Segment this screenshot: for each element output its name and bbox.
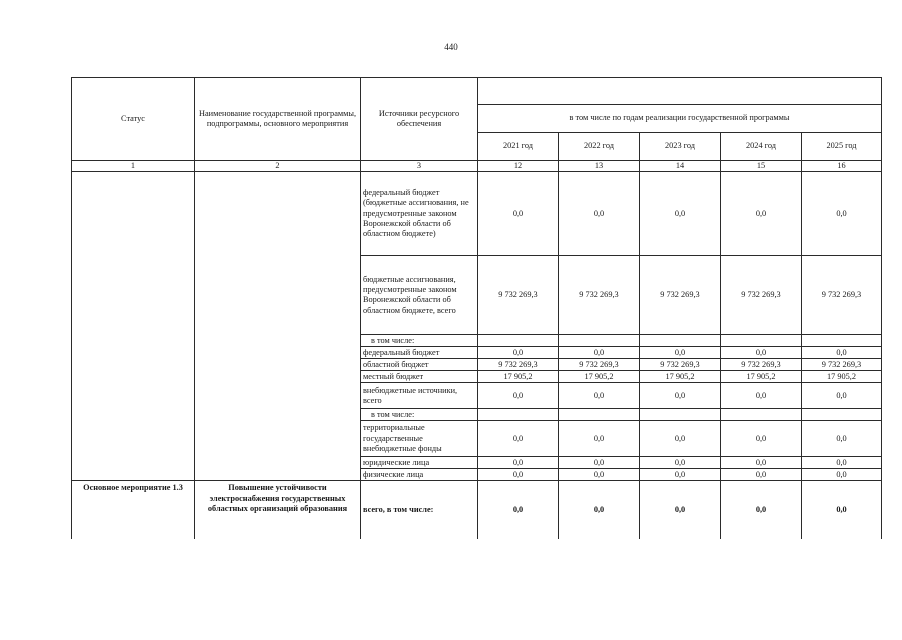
- value-cell: 17 905,2: [559, 371, 640, 383]
- value-cell: 9 732 269,3: [559, 359, 640, 371]
- value-cell: 9 732 269,3: [559, 256, 640, 335]
- source-cell: в том числе:: [361, 409, 478, 421]
- source-cell: федеральный бюджет (бюджетные ассигнования, не предусмотренные законом Воронежской области об областном бюджете): [361, 172, 478, 256]
- value-cell: 0,0: [721, 457, 802, 469]
- header-year: 2025 год: [802, 133, 882, 161]
- value-cell: [640, 335, 721, 347]
- value-cell: [721, 409, 802, 421]
- col-number: 12: [478, 161, 559, 172]
- value-cell: 0,0: [478, 172, 559, 256]
- col-number: 13: [559, 161, 640, 172]
- value-cell: [802, 409, 882, 421]
- header-name: Наименование государственной программы, подпрограммы, основного мероприятия: [195, 78, 361, 161]
- header-year: 2022 год: [559, 133, 640, 161]
- measure-source: всего, в том числе:: [361, 481, 478, 539]
- col-number: 16: [802, 161, 882, 172]
- measure-value: 0,0: [559, 481, 640, 539]
- source-cell: местный бюджет: [361, 371, 478, 383]
- measure-name: Повышение устойчивости электроснабжения государственных областных организаций образования: [195, 481, 361, 539]
- col-number: 14: [640, 161, 721, 172]
- value-cell: 0,0: [802, 421, 882, 457]
- value-cell: 17 905,2: [802, 371, 882, 383]
- value-cell: 0,0: [559, 469, 640, 481]
- col-number: 1: [72, 161, 195, 172]
- value-cell: 0,0: [478, 457, 559, 469]
- value-cell: 0,0: [559, 172, 640, 256]
- col-number: 2: [195, 161, 361, 172]
- value-cell: 9 732 269,3: [478, 359, 559, 371]
- value-cell: 9 732 269,3: [802, 256, 882, 335]
- measure-value: 0,0: [721, 481, 802, 539]
- source-cell: федеральный бюджет: [361, 347, 478, 359]
- value-cell: 0,0: [559, 457, 640, 469]
- value-cell: [721, 335, 802, 347]
- measure-value: 0,0: [640, 481, 721, 539]
- value-cell: [802, 335, 882, 347]
- value-cell: 0,0: [721, 172, 802, 256]
- value-cell: 0,0: [802, 469, 882, 481]
- status-cell-empty: [72, 172, 195, 481]
- value-cell: 0,0: [478, 469, 559, 481]
- value-cell: 17 905,2: [721, 371, 802, 383]
- value-cell: [478, 409, 559, 421]
- value-cell: 9 732 269,3: [640, 256, 721, 335]
- measure-value: 0,0: [478, 481, 559, 539]
- value-cell: 9 732 269,3: [802, 359, 882, 371]
- value-cell: 0,0: [802, 457, 882, 469]
- header-year: 2021 год: [478, 133, 559, 161]
- value-cell: 0,0: [802, 347, 882, 359]
- value-cell: [559, 335, 640, 347]
- header-year: 2023 год: [640, 133, 721, 161]
- col-number: 15: [721, 161, 802, 172]
- header-by-years: в том числе по годам реализации государственной программы: [478, 105, 882, 133]
- value-cell: 0,0: [559, 383, 640, 409]
- value-cell: 17 905,2: [640, 371, 721, 383]
- measure-status: Основное мероприятие 1.3: [72, 481, 195, 539]
- name-cell-empty: [195, 172, 361, 481]
- value-cell: 0,0: [640, 469, 721, 481]
- table-row: [72, 172, 882, 256]
- value-cell: [478, 335, 559, 347]
- measure-value: 0,0: [802, 481, 882, 539]
- value-cell: [640, 409, 721, 421]
- value-cell: 0,0: [640, 421, 721, 457]
- value-cell: 0,0: [802, 172, 882, 256]
- header-year: 2024 год: [721, 133, 802, 161]
- header-status: Статус: [72, 78, 195, 161]
- value-cell: 0,0: [478, 347, 559, 359]
- page-number: 440: [444, 42, 458, 52]
- value-cell: 0,0: [721, 469, 802, 481]
- value-cell: 9 732 269,3: [640, 359, 721, 371]
- source-cell: областной бюджет: [361, 359, 478, 371]
- source-cell: физические лица: [361, 469, 478, 481]
- value-cell: 0,0: [802, 383, 882, 409]
- value-cell: [559, 409, 640, 421]
- value-cell: 0,0: [478, 383, 559, 409]
- value-cell: 0,0: [559, 421, 640, 457]
- value-cell: 0,0: [559, 347, 640, 359]
- value-cell: 9 732 269,3: [478, 256, 559, 335]
- col-number: 3: [361, 161, 478, 172]
- budget-table: [71, 77, 882, 539]
- header-empty-band: [478, 78, 882, 105]
- value-cell: 9 732 269,3: [721, 256, 802, 335]
- measure-row: [72, 481, 882, 539]
- value-cell: 0,0: [640, 457, 721, 469]
- source-cell: внебюджетные источники, всего: [361, 383, 478, 409]
- header-sources: Источники ресурсного обеспечения: [361, 78, 478, 161]
- value-cell: 0,0: [478, 421, 559, 457]
- value-cell: 9 732 269,3: [721, 359, 802, 371]
- value-cell: 0,0: [640, 383, 721, 409]
- source-cell: в том числе:: [361, 335, 478, 347]
- value-cell: 0,0: [721, 383, 802, 409]
- value-cell: 0,0: [721, 347, 802, 359]
- value-cell: 0,0: [721, 421, 802, 457]
- source-cell: юридические лица: [361, 457, 478, 469]
- value-cell: 0,0: [640, 172, 721, 256]
- source-cell: бюджетные ассигнования, предусмотренные законом Воронежской области об областном бюджете, всего: [361, 256, 478, 335]
- value-cell: 17 905,2: [478, 371, 559, 383]
- value-cell: 0,0: [640, 347, 721, 359]
- source-cell: территориальные государственные внебюджетные фонды: [361, 421, 478, 457]
